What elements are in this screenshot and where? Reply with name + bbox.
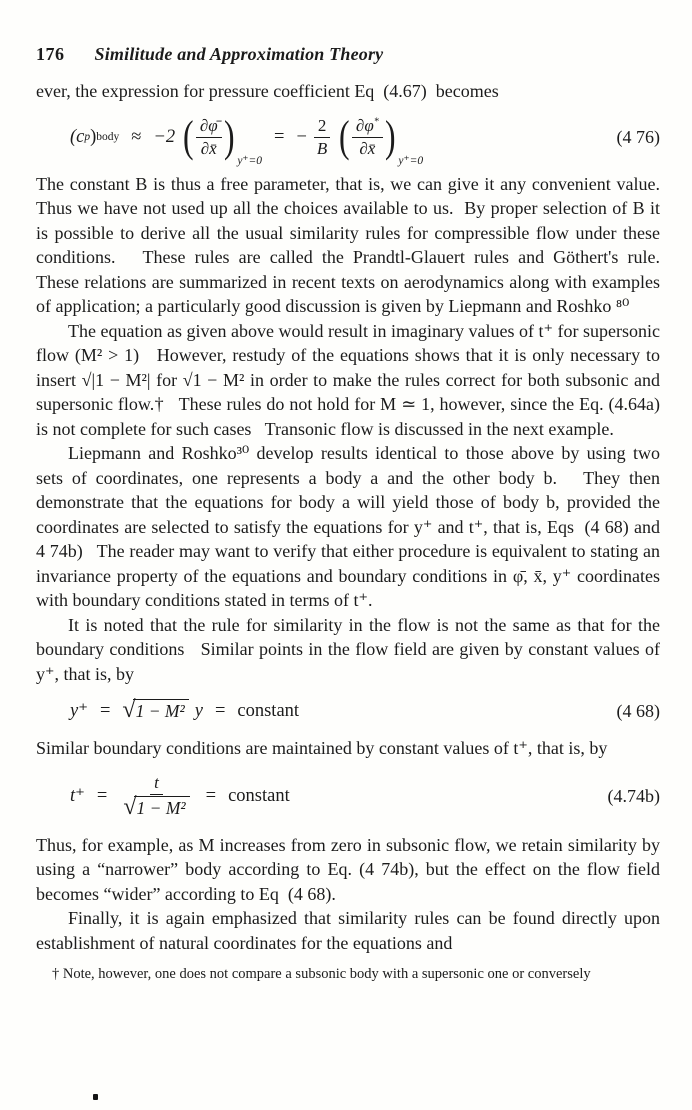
paragraph-similarity-note: It is noted that the rule for similarity in the flow is not the same as that for the boundary conditions Similar points in the flow field are given by constant values of y⁺, that is, by — [36, 614, 665, 684]
radical-sign: √ — [123, 793, 137, 820]
equation-4-74b — [36, 773, 660, 820]
page-header — [36, 44, 660, 65]
fraction-2-over-B — [313, 116, 331, 159]
eq476-lhs-sub-body: body — [96, 131, 120, 144]
eq476-frac3-denominator: ∂x̄ — [359, 138, 376, 158]
fraction-dphi-dx — [196, 116, 222, 159]
equation-4-74b-body — [70, 773, 290, 820]
equation-number-4-76: (4 76) — [616, 126, 660, 147]
eq468-factor-y: y — [194, 700, 203, 721]
eq476-lhs-open: (c — [70, 126, 85, 147]
eq474b-sqrt-argument: 1 − M² — [134, 796, 190, 818]
equation-4-68-body — [70, 699, 299, 723]
eq476-frac2-numerator: 2 — [314, 116, 331, 138]
eq476-lhs-close: ) — [90, 126, 97, 147]
paragraph-thus-example: Thus, for example, as M increases from zero in subsonic flow, we retain similarity by using a “narrower” body according to Eq. (4 74b), but the effect on the flow field becomes “wider” according to Eq (4 68). — [36, 834, 665, 904]
square-root — [122, 699, 188, 723]
eq468-sqrt-argument: 1 − M² — [133, 699, 189, 721]
paragraph-constant-b: The constant B is thus a free parameter, that is, we can give it any convenient value. Thus we have not used up all the choices available to us. By proper selection of B it is possible to derive all the usual similarity rules for compressible flow under these conditions. These rules are called the Prandtl-Glauert rules and Göthert's rule. These relations are summarized in recent texts on aerodynamics along with examples of application; a particularly good discussion is given by Liepmann and Roshko ⁸⁰ — [36, 173, 674, 317]
fraction-dphistar-dx — [352, 116, 383, 159]
ink-speck — [93, 1094, 98, 1100]
eq476-frac3-star: * — [373, 115, 379, 127]
right-paren: ) — [384, 112, 396, 162]
eq468-equals-2: = — [214, 700, 226, 721]
paragraph-imaginary-values: The equation as given above would result in imaginary values of t⁺ for supersonic flow (M² > 1) However, restudy of the equations shows that it is only necessary to insert √|1 − M²| for √1 − M² in order to make the rules correct for both subsonic and supersonic flow.† These rules do not hold for M ≃ 1, however, since the Eq. (4.64a) is not complete for such cases Transonic flow is discussed in the next example. — [36, 320, 665, 439]
eq476-coefficient: −2 — [153, 126, 176, 147]
eq468-equals-1: = — [99, 700, 111, 721]
paragraph-intro: ever, the expression for pressure coefficient Eq (4.67) becomes — [36, 81, 499, 101]
radical-sign: √ — [122, 697, 136, 724]
paragraph-similar-boundary: Similar boundary conditions are maintained by constant values of t⁺, that is, by — [36, 738, 608, 759]
eq476-equals-sign: = — [274, 126, 285, 147]
left-paren: ( — [339, 112, 350, 162]
fraction-t-over-sqrt — [119, 773, 193, 820]
eq474b-denominator — [119, 795, 193, 820]
page-number: 176 — [36, 44, 65, 64]
eq476-approx-sign: ≈ — [131, 126, 142, 147]
eq476-frac3-numerator: ∂φ* — [352, 116, 383, 138]
eq476-subscript-condition-1: y⁺=0 — [237, 154, 262, 167]
footnote-text: Note, however, one does not compare a subsonic body with a supersonic one or conversely — [62, 966, 591, 983]
equation-number-4-68: (4 68) — [616, 700, 660, 721]
eq468-lhs: y⁺ — [70, 701, 88, 722]
paragraph-finally: Finally, it is again emphasized that similarity rules can be found directly upon establishment of natural coordinates for the equations and — [36, 908, 665, 953]
eq474b-lhs: t⁺ — [70, 786, 85, 807]
footnote — [36, 964, 660, 984]
square-root — [123, 793, 189, 820]
equation-4-68 — [36, 699, 660, 723]
eq476-frac1-numerator: ∂φ̄ — [196, 116, 222, 138]
left-paren: ( — [183, 112, 194, 162]
right-paren: ) — [223, 112, 235, 162]
eq474b-equals-1: = — [96, 785, 108, 806]
eq476-lhs-sub-p: p — [84, 131, 91, 144]
footnote-dagger-marker: † — [52, 966, 60, 983]
paragraph-liepmann-roshko: Liepmann and Roshko³⁰ develop results identical to those above by using two sets of coordinates, one represents a body a and the other body b. They then demonstrate that the equations for body a will yield those of body b, provided the coordinates are selected to satisfy the equations for y⁺ and t⁺, that is, Eqs (4 68) and 4 74b) The reader may want to verify that either procedure is equivalent to stating an invariance property of the equations and boundary conditions in φ̄, x̄, y⁺ coordinates with boundary conditions stated in terms of t⁺. — [36, 443, 665, 611]
eq476-frac2-denominator: B — [316, 138, 328, 158]
eq474b-rhs: constant — [228, 785, 290, 806]
running-title: Similitude and Approximation Theory — [94, 44, 384, 64]
eq474b-equals-2: = — [205, 785, 217, 806]
eq476-frac1-denominator: ∂x̄ — [200, 138, 217, 158]
equation-number-4-74b: (4.74b) — [607, 785, 660, 806]
equation-4-76 — [36, 112, 660, 167]
eq476-minus-sign: − — [296, 126, 307, 147]
eq474b-numerator: t — [150, 773, 163, 795]
eq476-subscript-condition-2: y⁺=0 — [398, 154, 424, 167]
equation-4-76-body — [70, 112, 424, 167]
eq468-rhs: constant — [237, 700, 300, 721]
